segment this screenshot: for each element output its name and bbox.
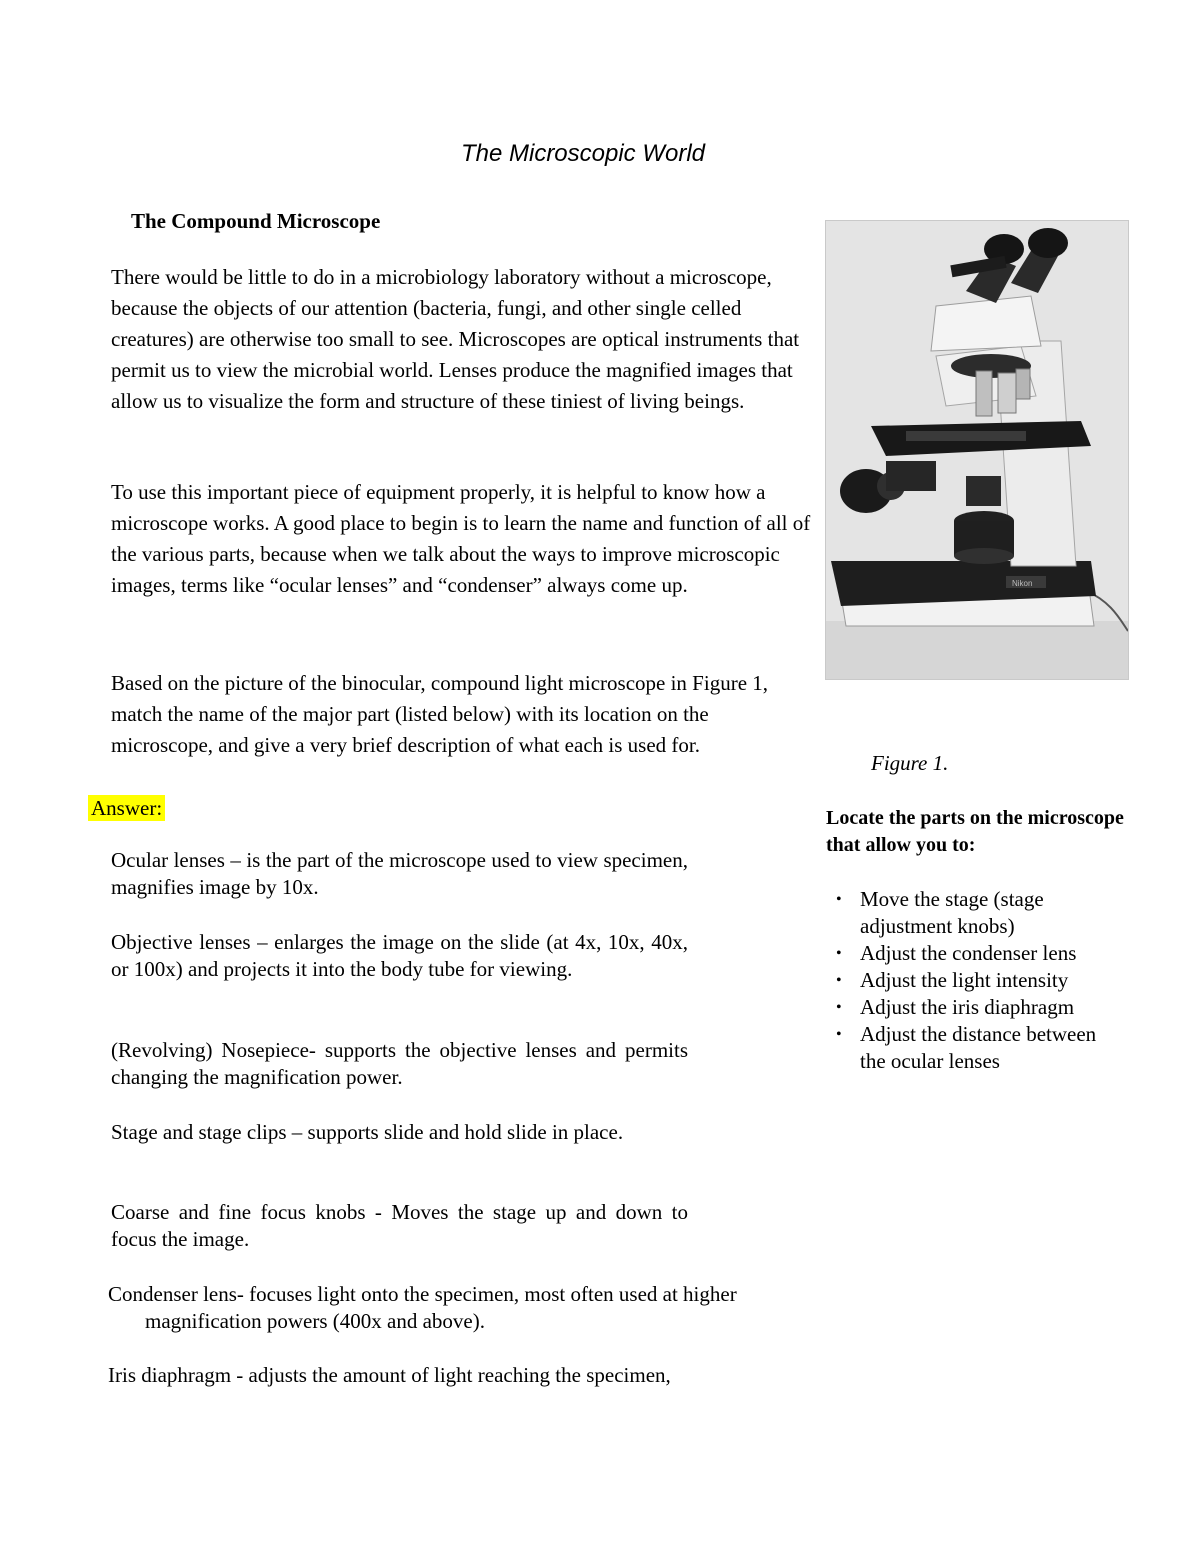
bullet-icon: • [836, 999, 842, 1016]
list-item-text: Adjust the light intensity [860, 968, 1069, 992]
instructions-paragraph: Based on the picture of the binocular, compound light microscope in Figure 1, match the name of the major part (listed below) with its location on the microscope, and give a very brief description of what each is used for. [111, 671, 769, 757]
definition-nosepiece: (Revolving) Nosepiece- supports the objective lenses and permits changing the magnification power. [111, 1038, 688, 1089]
list-item [832, 886, 1122, 940]
list-item-text: Adjust the distance between the ocular lenses [860, 1022, 1097, 1073]
list-item-text: Adjust the condenser lens [860, 941, 1077, 965]
definition-focus-knobs: Coarse and fine focus knobs - Moves the stage up and down to focus the image. [111, 1200, 688, 1251]
page-title: The Microscopic World [460, 140, 706, 167]
bullet-icon: • [836, 972, 842, 989]
sidebar-heading: Locate the parts on the microscope that allow you to: [826, 807, 1124, 856]
bullet-icon: • [836, 945, 842, 962]
intro-paragraph: There would be little to do in a microbiology laboratory without a microscope, because the objects of our attention (bacteria, fungi, and other single celled creatures) are otherwise too small to see. Microscopes are optical instruments that permit us to view the microbial world. Lenses produce the magnified images that allow us to visualize the form and structure of these tiniest of living beings. [111, 265, 800, 413]
bullet-icon: • [836, 1026, 842, 1043]
definition-stage-clips: Stage and stage clips – supports slide and hold slide in place. [111, 1120, 624, 1144]
sidebar-list [832, 886, 1122, 1075]
base-brand-text: Nikon [1012, 579, 1033, 588]
definition-condenser-lens: Condenser lens- focuses light onto the specimen, most often used at higher magnification powers (400x and above). [108, 1282, 737, 1333]
list-item [832, 940, 1122, 967]
definition-objective-lenses: Objective lenses – enlarges the image on the slide (at 4x, 10x, 40x, or 100x) and projects it into the body tube for viewing. [111, 930, 688, 981]
list-item-text: Adjust the iris diaphragm [860, 995, 1075, 1019]
usage-paragraph: To use this important piece of equipment properly, it is helpful to know how a microscope works. A good place to begin is to learn the name and function of all of the various parts, because when we talk about the ways to improve microscopic images, terms like “ocular lenses” and “condenser” always come up. [111, 480, 811, 597]
figure-caption: Figure 1. [871, 751, 949, 775]
microscope-illustration [826, 221, 1128, 679]
definition-iris-diaphragm: Iris diaphragm - adjusts the amount of light reaching the specimen, [108, 1363, 671, 1387]
list-item [832, 994, 1122, 1021]
definition-ocular-lenses: Ocular lenses – is the part of the microscope used to view specimen, magnifies image by 10x. [111, 848, 688, 899]
list-item [832, 967, 1122, 994]
bullet-icon: • [836, 891, 842, 908]
microscope-figure [825, 220, 1129, 680]
answer-label: Answer: [88, 795, 165, 821]
section-heading: The Compound Microscope [131, 209, 381, 233]
list-item-text: Move the stage (stage adjustment knobs) [860, 887, 1044, 938]
list-item [832, 1021, 1122, 1075]
